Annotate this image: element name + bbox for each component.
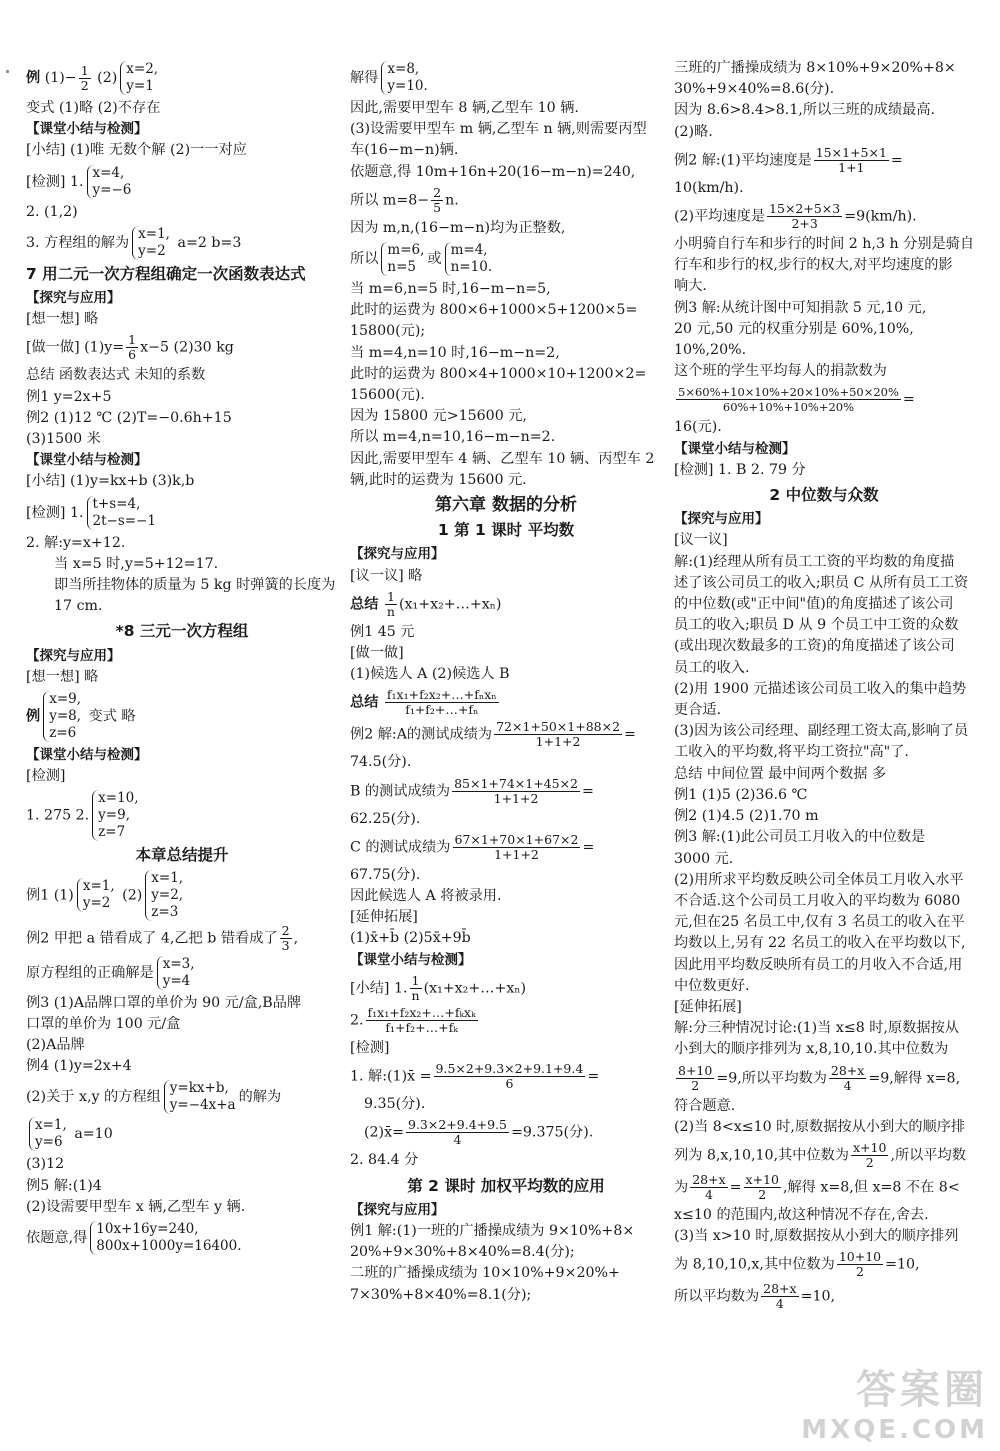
- line: 口罩的单价为 100 元/盒: [26, 1015, 181, 1032]
- line: [小结] (1)y=kx+b (3)k,b: [26, 473, 195, 490]
- equation-system: x=10, y=9, z=7: [92, 790, 138, 841]
- line: 30%+9×40%=8.6(分).: [674, 81, 835, 98]
- line: 二班的广播操成绩为 10×10%+9×20%+: [350, 1265, 620, 1282]
- line: 符合题意.: [674, 1097, 736, 1114]
- line: [检测]: [350, 1039, 390, 1056]
- column-1: [26, 58, 338, 1258]
- line: 不合适.这个公司员工月收入的平均数为 6080: [674, 892, 961, 909]
- line: 9.35(分).: [364, 1096, 426, 1113]
- line: 例2 (1)4.5 (2)1.70 m: [674, 808, 819, 825]
- line: 15800(元);: [350, 323, 426, 340]
- line: 当 m=6,n=5 时,16−m−n=5,: [350, 281, 551, 298]
- line: 三班的广播操成绩为 8×10%+9×20%+8×: [674, 60, 956, 76]
- equation-system: t+s=4, 2t−s=−1: [87, 496, 156, 530]
- watermark-logo-text: 答案圈: [856, 1367, 988, 1413]
- line: 1. 解:(1)x̄ = $\frac{9.5\times 2+9.3\times 2+9.1+9.4}{6}$ =: [350, 1062, 600, 1092]
- line: (3)设需要甲型车 m 辆,乙型车 n 辆,则需要丙型: [350, 121, 647, 138]
- line: [检测]: [26, 768, 66, 785]
- line: 例2 甲把 a 错看成了 4,乙把 b 错看成了 $\frac{2}{3}$ ,: [26, 923, 299, 953]
- chapter-title: 第六章 数据的分析: [435, 495, 577, 516]
- section-title: 本章总结提升: [135, 846, 229, 865]
- line: 例 x=9, y=8, z=6 变式 略: [26, 691, 136, 742]
- fraction: $\frac{85\times 1+74\times 1+45\times 2}{1+1+2}$: [454, 776, 579, 806]
- line: 例3 解:(1)此公司员工月收入的中位数是: [674, 829, 926, 846]
- fraction: $\frac{67\times 1+70\times 1+67\times 2}{1+1+2}$: [454, 832, 579, 862]
- line: 辆,此时的运费为 15600 元.: [350, 471, 527, 488]
- section-heading: 【探究与应用】: [350, 546, 445, 563]
- line: 中位数更好.: [674, 977, 750, 994]
- line: 74.5(分).: [350, 754, 412, 771]
- line: $\frac{8+10}{2}$ =9,所以平均数为 $\frac{28+x}{4}$ =9,解得 x=8,: [678, 1063, 961, 1093]
- line: C 的测试成绩为 $\frac{67\times 1+70\times 1+67\times 2}{1+1+2}$ =: [350, 832, 595, 862]
- fraction: $\frac{28+x}{4}$: [830, 1063, 865, 1093]
- line: [检测] 1. B 2. 79 分: [674, 461, 806, 478]
- line: 均数以上,另有 22 名员工的收入在平均数以下,: [674, 935, 966, 952]
- line: (3)因为该公司经理、副经理工资太高,影响了员: [674, 723, 969, 740]
- line: 例2 解:A的测试成绩为 $\frac{72\times 1+50\times 1+88\times 2}{1+1+2}$ =: [350, 720, 636, 750]
- line: 解:分三种情况讨论:(1)当 x≤8 时,原数据按从: [674, 1020, 959, 1037]
- line: 即当所挂物体的质量为 5 kg 时弹簧的长度为: [54, 577, 336, 594]
- line: 例4 (1)y=2x+4: [26, 1058, 132, 1075]
- line: 例1 (1)5 (2)36.6 ℃: [674, 786, 808, 803]
- line: 2. $\frac{\text{f₁x₁+f₂x₂+…+fₖxₖ}}{\text{f₁+f₂+…+fₖ}}$: [350, 1005, 476, 1035]
- line: 62.25(分).: [350, 810, 421, 827]
- line: (2)用 1900 元描述该公司员工收入的集中趋势: [674, 680, 967, 697]
- line: 因此候选人 A 将被录用.: [350, 888, 502, 905]
- watermark: [801, 1358, 988, 1445]
- line: (2)A品牌: [26, 1037, 85, 1054]
- fraction: $\frac{8+10}{2}$: [678, 1063, 713, 1093]
- equation-system: x=1, y=2: [132, 226, 170, 260]
- line: 行车和步行的权,步行的权大,对平均速度的影: [674, 257, 953, 274]
- line: [做一做]: [350, 645, 404, 662]
- line: 解:(1)经理从所有员工工资的平均数的角度描: [674, 553, 955, 570]
- fraction: $\frac{2}{3}$: [281, 923, 290, 953]
- line: (2)略.: [674, 123, 713, 140]
- fraction: $\frac{\text{f₁x₁+f₂x₂+…+fₙxₙ}}{\text{f₁+f₂+…+fₙ}}$: [386, 688, 497, 718]
- line: 2. 84.4 分: [350, 1152, 419, 1169]
- line: (1)x̄+b̄ (2)5x̄+9b̄: [350, 930, 471, 947]
- line: x=1, y=6 a=10: [26, 1117, 338, 1151]
- watermark-url: MXQE.COM: [801, 1415, 988, 1445]
- fraction: $\frac{\text{f₁x₁+f₂x₂+…+fₖxₖ}}{\text{f₁+f₂+…+fₖ}}$: [367, 1005, 476, 1035]
- line: 车(16−m−n)辆.: [350, 142, 459, 159]
- line: 工收入的平均数,将平均工资拉"高"了.: [674, 744, 909, 761]
- line: 例2 (1)12 ℃ (2)T=−0.6h+15: [26, 409, 232, 426]
- equation-system: x=1, y=6: [29, 1117, 67, 1151]
- line: 这个班的学生平均每人的捐款数为: [674, 363, 887, 380]
- line: [延伸拓展]: [674, 998, 742, 1015]
- equation-system: y=kx+b, y=−4x+a: [164, 1080, 236, 1114]
- equation-system: 10x+16y=240, 800x+1000y=16400.: [90, 1221, 241, 1255]
- line: (2)x̄= $\frac{9.3\times 2+9.4+9.5}{4}$ =9.375(分).: [364, 1118, 594, 1148]
- line: 20 元,50 元的权重分别是 60%,10%,: [674, 320, 914, 337]
- line: 3. 方程组的解为 x=1, y=2 a=2 b=3: [26, 225, 242, 259]
- equation-system: x=1, y=2: [77, 878, 115, 912]
- fraction: $\frac{1}{n}$: [411, 973, 420, 1003]
- line: 总结 中间位置 最中间两个数据 多: [674, 765, 887, 782]
- line: 为 $\frac{28+x}{4}$ = $\frac{x+10}{2}$ ,解得 x=8,但 x=8 不在 8<: [674, 1172, 960, 1202]
- line: 所以 m=4,n=10,16−m−n=2.: [350, 429, 556, 446]
- line: (2)关于 x,y 的方程组 y=kx+b, y=−4x+a 的解为: [26, 1080, 282, 1114]
- fraction: $\frac{1}{6}$: [128, 333, 137, 363]
- section-title: 第 2 课时 加权平均数的应用: [407, 1176, 605, 1195]
- line: 此时的运费为 800×4+1000×10+1200×2=: [350, 365, 647, 382]
- line: $\frac{5\times 60\%+10\times 10\%+20\times 10\%+50\times 20\%}{60\%+10\%+10\%+20\%}$ =: [678, 385, 915, 415]
- line: [延伸拓展]: [350, 909, 418, 926]
- section-heading: 【课堂小结与检测】: [26, 747, 148, 764]
- line: 依题意,得 10x+16y=240, 800x+1000y=16400.: [26, 1221, 242, 1255]
- line: 2. 解:y=x+12.: [26, 534, 126, 551]
- line: (3)当 x>10 时,原数据按从小到大的顺序排列: [674, 1228, 959, 1245]
- line: 例1 解:(1)一班的广播操成绩为 9×10%+8×: [350, 1222, 635, 1239]
- line: 总结 $\frac{\text{f₁x₁+f₂x₂+…+fₙxₙ}}{\text{f₁+f₂+…+fₙ}}$: [350, 688, 497, 718]
- line: 例2 解:(1)平均速度是 $\frac{15\times 1+5\times 1}{1+1}$ =: [674, 145, 903, 175]
- fraction: $\frac{9.5\times 2+9.3\times 2+9.1+9.4}{6}$: [435, 1062, 584, 1092]
- line: 因为 8.6>8.4>8.1,所以三班的成绩最高.: [674, 102, 936, 119]
- equation-system: x=1, y=2, z=3: [145, 870, 183, 921]
- line: 小到大的顺序排列为 x,8,10,10.其中位数为: [674, 1041, 949, 1058]
- section-title: 1 第 1 课时 平均数: [437, 521, 575, 540]
- line: 当 x=5 时,y=5+12=17.: [54, 555, 219, 572]
- fraction: $\frac{10+10}{2}$: [838, 1250, 882, 1280]
- line: 7×30%+8×40%=8.1(分);: [350, 1286, 532, 1303]
- line: x≤10 的范围内,故这种情况不存在,舍去.: [674, 1206, 929, 1223]
- line: 更合适.: [674, 702, 722, 719]
- line: 20%+9×30%+8×40%=8.4(分);: [350, 1244, 575, 1261]
- equation-system: x=3, y=4: [157, 956, 195, 990]
- fraction: $\frac{x+10}{2}$: [745, 1172, 779, 1202]
- line: 当 m=4,n=10 时,16−m−n=2,: [350, 344, 560, 361]
- line: B 的测试成绩为 $\frac{85\times 1+74\times 1+45\times 2}{1+1+2}$ =: [350, 776, 594, 806]
- line: (2)用所求平均数反映公司全体员工月收入水平: [674, 871, 964, 888]
- section-heading: 【课堂小结与检测】: [26, 121, 148, 138]
- equation-system: x=8, y=10.: [381, 61, 427, 95]
- line: 响大.: [674, 278, 707, 295]
- equation-system: x=9, y=8, z=6: [43, 691, 81, 742]
- line: (2)平均速度是 $\frac{15\times 2+5\times 3}{2+3}$ =9(km/h).: [674, 202, 917, 232]
- line: 此时的运费为 800×6+1000×5+1200×5=: [350, 302, 638, 319]
- fraction: $\frac{2}{5}$: [433, 185, 442, 215]
- equation-system: m=6, n=5: [381, 242, 424, 276]
- section-title: *8 三元一次方程组: [115, 622, 249, 641]
- line: 为 8,10,10,x,其中位数为 $\frac{10+10}{2}$ =10,: [674, 1250, 920, 1280]
- section-heading: 【探究与应用】: [350, 1201, 445, 1218]
- fraction: $\frac{28+x}{4}$: [763, 1282, 797, 1312]
- fraction: $\frac{72\times 1+50\times 1+88\times 2}{1+1+2}$: [496, 720, 621, 750]
- line: 的中位数(或"正中间"值)的角度描述了该公司: [674, 596, 954, 613]
- line: [小结] 1. $\frac{1}{n}$ (x₁+x₂+…+xₙ): [350, 973, 526, 1003]
- fraction: $\frac{1}{n}$: [386, 589, 395, 619]
- line: (2)设需要甲型车 x 辆,乙型车 y 辆.: [26, 1198, 246, 1215]
- line: 依题意,得 10m+16n+20(16−m−n)=240,: [350, 163, 636, 180]
- section-heading: 【探究与应用】: [674, 511, 769, 528]
- line: 例3 解:从统计图中可知捐款 5 元,10 元,: [674, 299, 927, 316]
- section-heading: 【课堂小结与检测】: [674, 440, 796, 457]
- line: (或出现次数最多的工资)的角度描述了该公司: [674, 638, 955, 655]
- line: 因此,需要甲型车 4 辆、乙型车 10 辆、丙型车 2: [350, 450, 655, 467]
- line: 员工的收入.: [674, 659, 750, 676]
- line: (3)12: [26, 1156, 65, 1173]
- fraction: $\frac{x+10}{2}$: [853, 1140, 887, 1170]
- section-heading: 【探究与应用】: [26, 647, 121, 664]
- line: 小明骑自行车和步行的时间 2 h,3 h 分别是骑自: [674, 236, 974, 253]
- line: 原方程组的正确解是 x=3, y=4: [26, 955, 195, 989]
- line: 17 cm.: [54, 598, 103, 615]
- line: (2)当 8<x≤10 时,原数据按从小到大的顺序排: [674, 1118, 966, 1135]
- line: 变式 (1)略 (2)不存在: [26, 100, 161, 116]
- equation-system: x=4, y=−6: [87, 165, 132, 199]
- line: (1)候选人 A (2)候选人 B: [350, 666, 510, 683]
- line: 3000 元.: [674, 850, 734, 867]
- line: 10%,20%.: [674, 342, 747, 359]
- section-heading: 【课堂小结与检测】: [26, 452, 148, 469]
- line: [议一议]: [674, 532, 728, 549]
- line: 因为 m,n,(16−m−n)均为正整数,: [350, 219, 566, 236]
- section-title: 7 用二元一次方程组确定一次函数表达式: [26, 264, 306, 283]
- line: 10(km/h).: [674, 179, 744, 196]
- section-heading: 【课堂小结与检测】: [350, 951, 472, 968]
- fraction: $\frac{9.3\times 2+9.4+9.5}{4}$: [408, 1118, 508, 1148]
- line: [想一想] 略: [26, 668, 99, 685]
- fraction: $\frac{28+x}{4}$: [692, 1172, 726, 1202]
- line: 例1 y=2x+5: [26, 388, 112, 405]
- line: 述了该公司员工的收入;职员 C 从所有员工工资: [674, 574, 969, 591]
- line: 因为 15800 元>15600 元,: [350, 408, 527, 425]
- equation-system: m=4, n=10.: [445, 242, 492, 276]
- line: [想一想] 略: [26, 311, 99, 328]
- line: 16(元).: [674, 419, 722, 436]
- fraction: $\frac{1}{2}$: [80, 62, 89, 93]
- line: 员工的收入;职员 D 从 9 个员工中工资的众数: [674, 617, 959, 634]
- line: 所以平均数为 $\frac{28+x}{4}$ =10,: [674, 1282, 836, 1312]
- line: 元,但在25 名员工中,仅有 3 名员工的收入在平: [674, 914, 965, 931]
- line: [小结] (1)唯 无数个解 (2)一一对应: [26, 142, 247, 159]
- line: 所以 m=8− $\frac{2}{5}$ n.: [350, 185, 459, 215]
- line: 2. (1,2): [26, 203, 78, 220]
- line: 因此用平均数反映所有员工的月收入不合适,用: [674, 956, 963, 973]
- line: [做一做] (1)y= $\frac{1}{6}$ x−5 (2)30 kg: [26, 333, 234, 363]
- line: 列为 8,x,10,10,其中位数为 $\frac{x+10}{2}$ ,所以平均数: [674, 1140, 966, 1170]
- equation-system: x=2, y=1: [120, 61, 158, 95]
- line: 因此,需要甲型车 8 辆,乙型车 10 辆.: [350, 100, 579, 116]
- section-title: 2 中位数与众数: [769, 486, 879, 505]
- line: 例 (1)− $\frac{1}{2}$ (2) x=2, y=1: [26, 61, 159, 94]
- line: 例3 (1)A品牌口罩的单价为 90 元/盒,B品牌: [26, 994, 302, 1011]
- line: 67.75(分).: [350, 866, 421, 883]
- column-2: [350, 58, 662, 1306]
- line: 总结 $\frac{1}{n}$ (x₁+x₂+…+xₙ): [350, 589, 502, 619]
- line: 例5 解:(1)4: [26, 1177, 102, 1194]
- column-3: [674, 58, 974, 1314]
- line: 总结 函数表达式 未知的系数: [26, 367, 206, 384]
- line: 解得 x=8, y=10.: [350, 61, 428, 94]
- line: [检测] 1. x=4, y=−6: [26, 164, 132, 198]
- line: [议一议] 略: [350, 567, 423, 584]
- line: (3)1500 米: [26, 431, 101, 448]
- margin-mark: [6, 70, 9, 73]
- fraction: $\frac{15\times 1+5\times 1}{1+1}$: [815, 145, 887, 175]
- line: 所以 m=6, n=5 或 m=4, n=10.: [350, 242, 493, 276]
- section-heading: 【探究与应用】: [26, 290, 121, 307]
- fraction: $\frac{15\times 2+5\times 3}{2+3}$: [769, 202, 841, 232]
- line: [检测] 1. t+s=4, 2t−s=−1: [26, 495, 156, 529]
- line: 例1 (1) x=1, y=2 (2) x=1, y=2, z=3: [26, 869, 184, 920]
- line: 例1 45 元: [350, 623, 415, 640]
- line: 15600(元).: [350, 387, 425, 404]
- fraction: $\frac{5\times 60\%+10\times 10\%+20\times 10\%+50\times 20\%}{60\%+10\%+10\%+20\%}$: [678, 385, 899, 415]
- line: 1. 275 2. x=10, y=9, z=7: [26, 790, 139, 841]
